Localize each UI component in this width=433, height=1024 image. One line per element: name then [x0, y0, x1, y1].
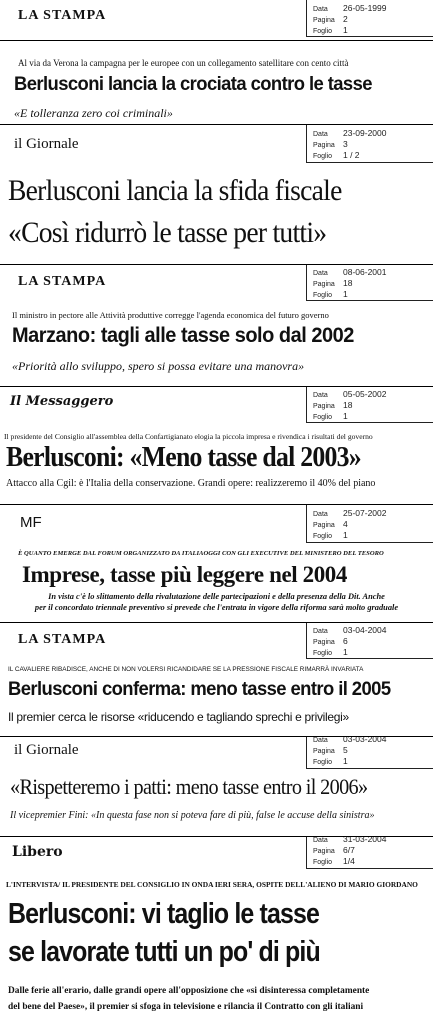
- clip-separator: [0, 836, 433, 837]
- clip-sheet: 1: [343, 289, 348, 299]
- subheadline: «E tolleranza zero coi criminali»: [14, 106, 173, 120]
- clip-separator: [0, 386, 433, 387]
- clip-separator: [0, 504, 433, 505]
- headline: Imprese, tasse più leggere nel 2004: [22, 562, 348, 587]
- clip-date: 08-06-2001: [343, 267, 387, 277]
- clip-date: 25-07-2002: [343, 508, 387, 518]
- clip-page: 18: [343, 400, 353, 410]
- clip-sheet: 1: [343, 530, 348, 540]
- headline-second-line: se lavorate tutti un po' di più: [8, 936, 320, 968]
- newspaper-logo: LA STAMPA: [18, 274, 107, 289]
- clip-date: 23-09-2000: [343, 128, 387, 138]
- clip-separator: [0, 264, 433, 265]
- headline: Berlusconi lancia la crociata contro le tasse: [14, 74, 372, 95]
- clip-meta-box: Data 31-03-2004 Pagina 6/7 Foglio 1/4: [306, 836, 433, 869]
- newspaper-logo: Libero: [12, 844, 63, 860]
- newspaper-logo: il Giornale: [14, 136, 79, 152]
- newspaper-logo: MF: [20, 514, 42, 531]
- clip-page: 3: [343, 139, 348, 149]
- clip-sheet: 1: [343, 25, 348, 35]
- subheadline: Attacco alla Cgil: è l'Italia della conservazione. Grandi opere: realizzeremo il 40% del piano: [6, 478, 376, 489]
- headline-kicker: L'INTERVISTA/ IL PRESIDENTE DEL CONSIGLIO IN ONDA IERI SERA, OSPITE DELL'ALIENO DI MARIO GIORDANO: [6, 880, 418, 889]
- clip-date: 05-05-2002: [343, 389, 387, 399]
- clip-page: 4: [343, 519, 348, 529]
- headline: Berlusconi conferma: meno tasse entro il 2005: [8, 679, 391, 700]
- headline: Berlusconi lancia la sfida fiscale: [8, 174, 342, 207]
- clip-page: 6/7: [343, 845, 355, 855]
- subheadline: Il vicepremier Fini: «In questa fase non si poteva fare di più, false le accuse della sinistra»: [10, 810, 375, 821]
- newspaper-logo: Il Messaggero: [10, 394, 114, 409]
- clip-sheet: 1: [343, 411, 348, 421]
- clip-page: 18: [343, 278, 353, 288]
- clip-6: [0, 622, 433, 736]
- newspaper-logo: il Giornale: [14, 742, 79, 758]
- subheadline-second-line: per il concordato triennale preventivo si prevede che l'entrata in vigore della riforma sarà molto graduale: [34, 603, 399, 612]
- clip-date: 03-04-2004: [343, 625, 387, 635]
- clip-sheet: 1: [343, 647, 348, 657]
- subheadline: Il premier cerca le risorse «riducendo e tagliando sprechi e privilegi»: [8, 710, 349, 724]
- article-lead: Dalle ferie all'erario, dalle grandi opere all'opposizione che «si disinteressa completamente: [8, 986, 370, 996]
- clip-5: [0, 504, 433, 622]
- headline-kicker: Il presidente del Consiglio all'assemblea della Confartigianato elogia la piccola impresa e rivendica i risultati del governo: [4, 432, 373, 441]
- clip-separator: [0, 40, 433, 41]
- clip-date: 03-03-2004: [343, 736, 387, 744]
- article-lead-second-line: del bene del Paese», il premier si sfoga in televisione e rilancia il Contratto con gli italiani: [8, 1002, 364, 1012]
- headline-kicker: IL CAVALIERE RIBADISCE, ANCHE DI NON VOLERSI RICANDIDARE SE LA PRESSIONE FISCALE RIMARRÀ INVARIATA: [8, 666, 364, 673]
- clip-page: 5: [343, 745, 348, 755]
- clip-2: [0, 124, 433, 264]
- subheadline: In vista c'è lo slittamento della rivalutazione delle partecipazioni e della presenza della Dit. Anche: [48, 592, 385, 601]
- clip-7: [0, 736, 433, 836]
- clip-8: [0, 836, 433, 1024]
- newspaper-logo: LA STAMPA: [18, 8, 107, 23]
- clip-3: [0, 264, 433, 386]
- clip-sheet: 1: [343, 756, 348, 766]
- headline-kicker: Il ministro in pectore alle Attività produttive corregge l'agenda economica del futuro governo: [12, 310, 329, 320]
- clip-date: 26-05-1999: [343, 3, 387, 13]
- headline-kicker: Al via da Verona la campagna per le europee con un collegamento satellitare con cento città: [18, 58, 349, 68]
- clip-meta-box: Data 26-05-1999 Pagina 2 Foglio 1: [306, 0, 433, 37]
- clip-meta-box: Data 25-07-2002 Pagina 4 Foglio 1: [306, 504, 433, 543]
- clip-meta-box: Data 08-06-2001 Pagina 18 Foglio 1: [306, 264, 433, 301]
- clip-separator: [0, 736, 433, 737]
- clip-1: [0, 0, 433, 124]
- headline: Berlusconi: vi taglio le tasse: [8, 898, 320, 930]
- clip-meta-box: Data 03-04-2004 Pagina 6 Foglio 1: [306, 622, 433, 659]
- clip-meta-box: Data 05-05-2002 Pagina 18 Foglio 1: [306, 386, 433, 423]
- clip-meta-box: Data 03-03-2004 Pagina 5 Foglio 1: [306, 736, 433, 769]
- clip-sheet: 1/4: [343, 856, 355, 866]
- headline-second-line: «Così ridurrò le tasse per tutti»: [8, 216, 327, 249]
- headline: Marzano: tagli alle tasse solo dal 2002: [12, 324, 354, 347]
- clip-separator: [0, 124, 433, 125]
- clip-4: [0, 386, 433, 504]
- subheadline: «Priorità allo sviluppo, spero si possa evitare una manovra»: [12, 359, 305, 373]
- headline: Berlusconi: «Meno tasse dal 2003»: [6, 442, 361, 473]
- headline: «Rispetteremo i patti: meno tasse entro il 2006»: [10, 774, 368, 799]
- clip-date: 31-03-2004: [343, 836, 387, 844]
- clip-sheet: 1 / 2: [343, 150, 360, 160]
- clip-page: 6: [343, 636, 348, 646]
- newspaper-logo: LA STAMPA: [18, 632, 107, 647]
- headline-kicker: È QUANTO EMERGE DAL FORUM ORGANIZZATO DA ITALIAOGGI CON GLI EXECUTIVE DEL MINISTERO DEL TESORO: [18, 550, 384, 557]
- clip-meta-box: Data 23-09-2000 Pagina 3 Foglio 1 / 2: [306, 124, 433, 163]
- clip-page: 2: [343, 14, 348, 24]
- clip-separator: [0, 622, 433, 623]
